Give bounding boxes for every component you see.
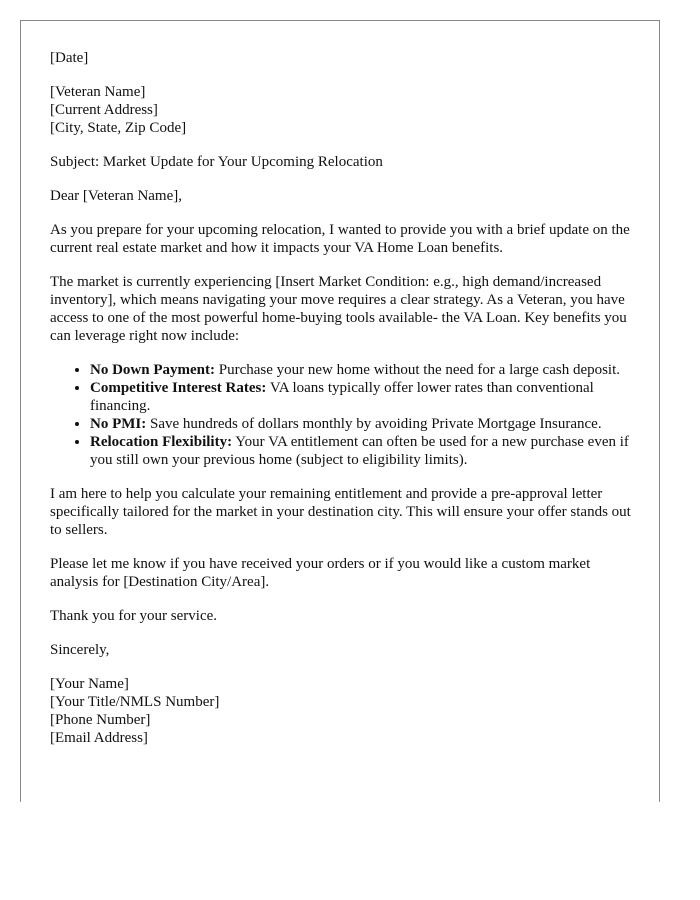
benefit-title: No Down Payment: xyxy=(90,362,215,378)
letter-body xyxy=(50,49,640,763)
list-item xyxy=(90,379,640,415)
benefits-list xyxy=(50,361,640,469)
letter-salutation: Dear [Veteran Name], xyxy=(50,188,183,204)
letter-subject: Subject: Market Update for Your Upcoming Relocation xyxy=(50,154,383,170)
letter-closing: Sincerely, xyxy=(50,642,110,658)
paragraph-entitlement: I am here to help you calculate your remaining entitlement and provide a pre-approval letter specifically tailored for the market in your destination city. This will ensure your offer stands out to sellers. xyxy=(50,486,631,538)
recipient-city-state-zip: [City, State, Zip Code] xyxy=(50,120,187,136)
benefit-text: Purchase your new home without the need for a large cash deposit. xyxy=(218,362,621,378)
recipient-name: [Veteran Name] xyxy=(50,84,146,100)
benefit-title: Competitive Interest Rates: xyxy=(90,380,267,396)
list-item xyxy=(90,433,640,469)
benefit-text: Your VA entitlement can often be used for a new purchase even if you still own your previous home (subject to eligibility limits). xyxy=(90,434,629,468)
recipient-block xyxy=(50,83,640,137)
signature-phone: [Phone Number] xyxy=(50,712,151,728)
benefit-title: No PMI: xyxy=(90,416,147,432)
recipient-address: [Current Address] xyxy=(50,102,158,118)
benefit-text: VA loans typically offer lower rates than conventional financing. xyxy=(90,380,594,414)
benefit-title: Relocation Flexibility: xyxy=(90,434,233,450)
signature-email: [Email Address] xyxy=(50,730,148,746)
benefit-text: Save hundreds of dollars monthly by avoiding Private Mortgage Insurance. xyxy=(150,416,602,432)
signature-block xyxy=(50,675,640,747)
signature-title: [Your Title/NMLS Number] xyxy=(50,694,220,710)
list-item xyxy=(90,415,640,433)
paragraph-intro: As you prepare for your upcoming relocation, I wanted to provide you with a brief update on the current real estate market and how it impacts your VA Home Loan benefits. xyxy=(50,222,630,256)
paragraph-orders: Please let me know if you have received your orders or if you would like a custom market analysis for [Destination City/Area]. xyxy=(50,556,591,590)
letter-date: [Date] xyxy=(50,50,89,66)
paragraph-market: The market is currently experiencing [Insert Market Condition: e.g., high demand/increased inventory], which means navigating your move requires a clear strategy. As a Veteran, you have access to one of the most powerful home-buying tools available- the VA Loan. Key benefits you can leverage right now include: xyxy=(50,274,627,344)
letter-thanks: Thank you for your service. xyxy=(50,608,218,624)
list-item xyxy=(90,361,640,379)
signature-name: [Your Name] xyxy=(50,676,129,692)
letter-page xyxy=(20,20,660,802)
